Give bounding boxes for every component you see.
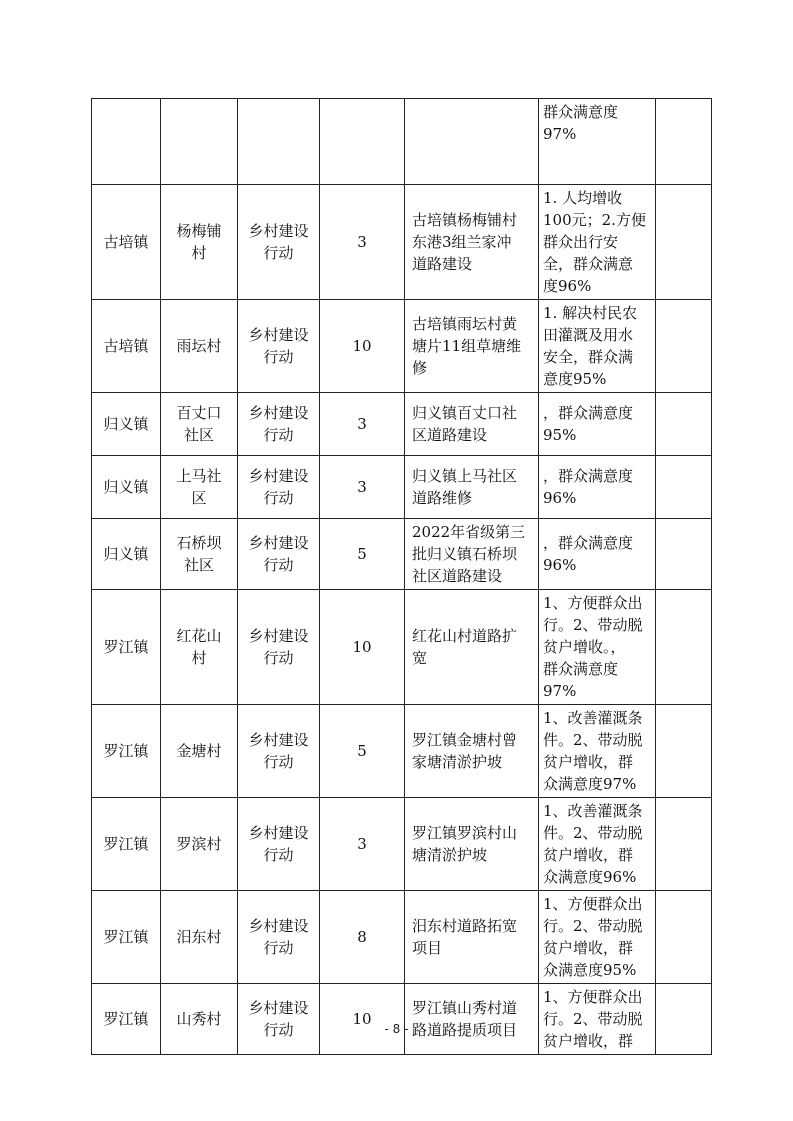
project-cell: 古培镇雨坛村黄 塘片11组草塘维 修 — [405, 300, 539, 393]
page-number: - 8 - — [384, 1022, 409, 1036]
type-cell: 乡村建设 行动 — [238, 519, 320, 590]
village-cell: 雨坛村 — [161, 300, 238, 393]
table-row — [92, 519, 712, 590]
town-cell: 归义镇 — [92, 393, 161, 456]
project-cell: 汨东村道路拓宽 项目 — [405, 891, 539, 984]
amount-cell — [320, 99, 405, 185]
benefit-cell: 1、方便群众出 行。2、带动脱 贫户增收，群 — [539, 984, 656, 1055]
type-cell: 乡村建设 行动 — [238, 300, 320, 393]
benefit-cell: 1、改善灌溉条 件。2、带动脱 贫户增收，群 众满意度97% — [539, 705, 656, 798]
table-row — [92, 705, 712, 798]
amount-cell: 10 — [320, 984, 405, 1055]
type-cell: 乡村建设 行动 — [238, 984, 320, 1055]
note-cell — [656, 300, 712, 393]
table-row — [92, 891, 712, 984]
amount-cell: 3 — [320, 798, 405, 891]
note-cell — [656, 984, 712, 1055]
amount-cell: 8 — [320, 891, 405, 984]
type-cell: 乡村建设 行动 — [238, 705, 320, 798]
table-row — [92, 185, 712, 300]
village-cell: 上马社 区 — [161, 456, 238, 519]
type-cell: 乡村建设 行动 — [238, 456, 320, 519]
benefit-cell: 群众满意度 97% — [539, 99, 656, 185]
project-cell: 2022年省级第三 批归义镇石桥坝 社区道路建设 — [405, 519, 539, 590]
table-row — [92, 393, 712, 456]
type-cell: 乡村建设 行动 — [238, 393, 320, 456]
note-cell — [656, 590, 712, 705]
type-cell — [238, 99, 320, 185]
amount-cell: 3 — [320, 456, 405, 519]
village-cell: 杨梅铺 村 — [161, 185, 238, 300]
benefit-cell: ，群众满意度 95% — [539, 393, 656, 456]
table-row — [92, 798, 712, 891]
project-table — [91, 98, 712, 1055]
project-cell — [405, 99, 539, 185]
village-cell: 百丈口 社区 — [161, 393, 238, 456]
project-cell: 罗江镇金塘村曾 家塘清淤护坡 — [405, 705, 539, 798]
benefit-cell: 1. 解决村民农 田灌溉及用水 安全，群众满 意度95% — [539, 300, 656, 393]
benefit-cell: 1、方便群众出 行。2、带动脱 贫户增收。， 群众满意度 97% — [539, 590, 656, 705]
note-cell — [656, 99, 712, 185]
project-cell: 罗江镇罗滨村山 塘清淤护坡 — [405, 798, 539, 891]
note-cell — [656, 519, 712, 590]
project-cell: 罗江镇山秀村道 路道路提质项目 — [405, 984, 539, 1055]
type-cell: 乡村建设 行动 — [238, 590, 320, 705]
project-cell: 归义镇百丈口社 区道路建设 — [405, 393, 539, 456]
type-cell: 乡村建设 行动 — [238, 798, 320, 891]
amount-cell: 5 — [320, 705, 405, 798]
amount-cell: 10 — [320, 300, 405, 393]
table-row — [92, 590, 712, 705]
benefit-cell: 1. 人均增收 100元；2.方便 群众出行安 全，群众满意 度96% — [539, 185, 656, 300]
note-cell — [656, 185, 712, 300]
benefit-cell: 1、方便群众出 行。2、带动脱 贫户增收，群 众满意度95% — [539, 891, 656, 984]
project-cell: 红花山村道路扩 宽 — [405, 590, 539, 705]
town-cell — [92, 99, 161, 185]
village-cell: 石桥坝 社区 — [161, 519, 238, 590]
town-cell: 罗江镇 — [92, 798, 161, 891]
table-row — [92, 984, 712, 1055]
village-cell: 金塘村 — [161, 705, 238, 798]
town-cell: 古培镇 — [92, 300, 161, 393]
type-cell: 乡村建设 行动 — [238, 185, 320, 300]
village-cell: 汨东村 — [161, 891, 238, 984]
village-cell: 罗滨村 — [161, 798, 238, 891]
town-cell: 罗江镇 — [92, 984, 161, 1055]
town-cell: 古培镇 — [92, 185, 161, 300]
town-cell: 罗江镇 — [92, 891, 161, 984]
town-cell: 罗江镇 — [92, 590, 161, 705]
amount-cell: 10 — [320, 590, 405, 705]
amount-cell: 3 — [320, 185, 405, 300]
note-cell — [656, 891, 712, 984]
benefit-cell: ，群众满意度 96% — [539, 519, 656, 590]
type-cell: 乡村建设 行动 — [238, 891, 320, 984]
project-cell: 古培镇杨梅铺村 东港3组兰家冲 道路建设 — [405, 185, 539, 300]
benefit-cell: ，群众满意度 96% — [539, 456, 656, 519]
amount-cell: 5 — [320, 519, 405, 590]
town-cell: 归义镇 — [92, 456, 161, 519]
amount-cell: 3 — [320, 393, 405, 456]
village-cell — [161, 99, 238, 185]
village-cell: 红花山 村 — [161, 590, 238, 705]
village-cell: 山秀村 — [161, 984, 238, 1055]
note-cell — [656, 798, 712, 891]
town-cell: 归义镇 — [92, 519, 161, 590]
benefit-cell: 1、改善灌溉条 件。2、带动脱 贫户增收，群 众满意度96% — [539, 798, 656, 891]
project-cell: 归义镇上马社区 道路维修 — [405, 456, 539, 519]
table-row — [92, 456, 712, 519]
note-cell — [656, 705, 712, 798]
table-body — [92, 99, 712, 1055]
table-row — [92, 99, 712, 185]
town-cell: 罗江镇 — [92, 705, 161, 798]
table-row — [92, 300, 712, 393]
note-cell — [656, 456, 712, 519]
note-cell — [656, 393, 712, 456]
